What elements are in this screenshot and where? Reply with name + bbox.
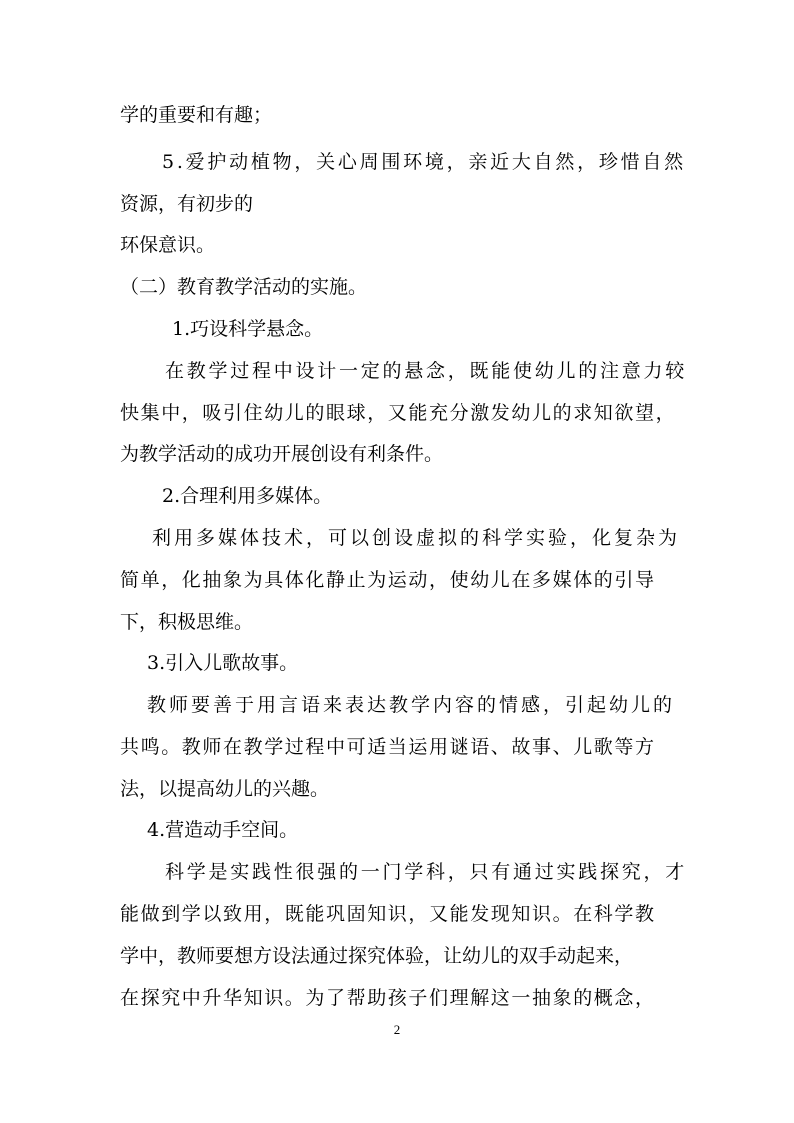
text-line-1: 学的重要和有趣； (120, 104, 273, 126)
text-line-21: 学中，教师要想方设法通过探究体验，让幼儿的双手动起来， (120, 945, 634, 967)
text-line-7: 在教学过程中设计一定的悬念，既能使幼儿的注意力较 (165, 360, 688, 382)
subheading-3: 3.引入儿歌故事。 (147, 652, 299, 674)
text-line-22: 在探究中升华知识。为了帮助孩子们理解这一抽象的概念， (120, 987, 656, 1009)
text-line-9: 为教学活动的成功开展创设有利条件。 (120, 443, 444, 465)
section-heading: （二）教育教学活动的实施。 (120, 276, 368, 298)
subheading-1: 1.巧设科学悬念。 (172, 318, 324, 340)
text-line-2: 5.爱护动植物，关心周围环境，亲近大自然，珍惜自然 (162, 151, 686, 173)
page-number: 2 (393, 1022, 401, 1037)
text-line-19: 科学是实践性很强的一门学科，只有通过实践探究，才 (165, 861, 688, 883)
text-line-20: 能做到学以致用，既能巩固知识，又能发现知识。在科学教 (120, 903, 656, 925)
text-line-4: 环保意识。 (120, 234, 216, 256)
text-line-12: 简单，化抽象为具体化静止为运动，使幼儿在多媒体的引导 (120, 569, 656, 591)
text-line-13: 下，积极思维。 (120, 611, 254, 633)
subheading-4: 4.营造动手空间。 (147, 819, 299, 841)
text-line-8: 快集中，吸引住幼儿的眼球，又能充分激发幼儿的求知欲望， (120, 402, 677, 424)
text-line-3: 资源，有初步的 (120, 193, 254, 215)
subheading-2: 2.合理利用多媒体。 (162, 485, 333, 507)
text-line-15: 教师要善于用言语来表达教学内容的情感，引起幼儿的 (147, 694, 676, 716)
text-line-11: 利用多媒体技术，可以创设虚拟的科学实验，化复杂为 (152, 527, 681, 549)
text-line-16: 共鸣。教师在教学过程中可适当运用谜语、故事、儿歌等方 (120, 736, 656, 758)
text-line-17: 法，以提高幼儿的兴趣。 (120, 778, 330, 800)
